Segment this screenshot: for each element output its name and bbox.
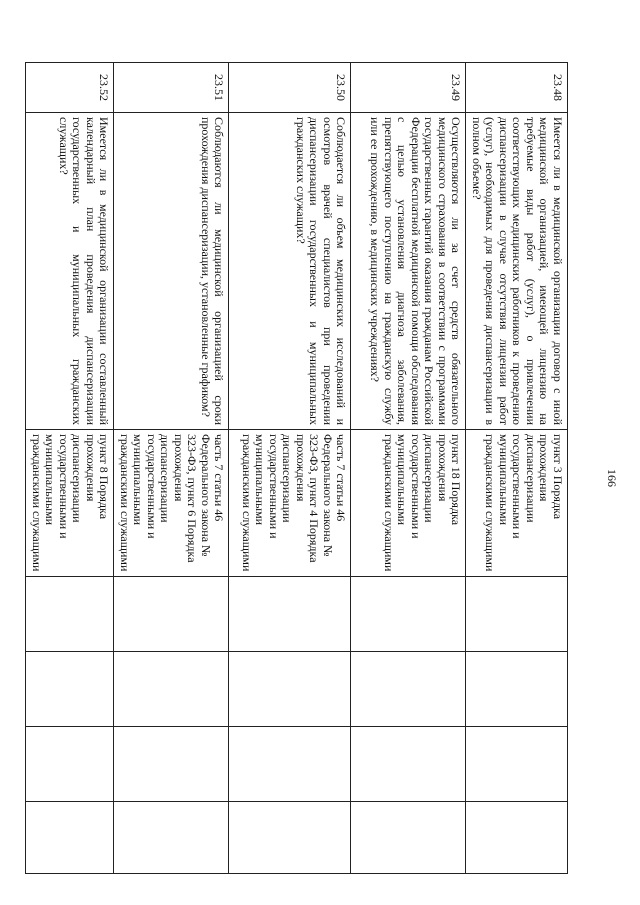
legal-reference: пункт 18 Порядка прохождения диспансеризации государственными и муниципальными гражданскими служащими bbox=[351, 430, 466, 577]
legal-reference: часть 7 статьи 46 Федерального закона № 323-ФЗ, пункт 6 Порядка прохождения диспансеризации государственными и муниципальными гражданскими служащими bbox=[114, 430, 229, 577]
answer-cell bbox=[26, 802, 114, 874]
answer-cell bbox=[26, 727, 114, 802]
answer-cell bbox=[26, 577, 114, 652]
checklist-table bbox=[26, 62, 569, 874]
answer-cell bbox=[466, 577, 568, 652]
rotated-page-content bbox=[30, 62, 568, 873]
answer-cell bbox=[351, 727, 466, 802]
answer-cell bbox=[229, 802, 351, 874]
question-text: Соблюдается ли объем медицинских исследований и осмотров врачей специалистов при проведении диспансеризации государственных и муниципальных гражданских служащих? bbox=[229, 113, 351, 430]
answer-cell bbox=[229, 652, 351, 727]
answer-cell bbox=[26, 652, 114, 727]
row-number: 23.51 bbox=[114, 63, 229, 113]
answer-cell bbox=[114, 802, 229, 874]
table-row bbox=[26, 63, 114, 874]
row-number: 23.52 bbox=[26, 63, 114, 113]
checklist-table-wrapper bbox=[30, 62, 568, 873]
table-row bbox=[114, 63, 229, 874]
question-text: Соблюдаются ли медицинской организацией сроки прохождения диспансеризации, установленные графиком? bbox=[114, 113, 229, 430]
table-row bbox=[229, 63, 351, 874]
question-text: Осуществляются ли за счет средств обязательного медицинского страхования в соответствии с программами государственных гарантий оказания гражданам Российской Федерации бесплатной медицинской помощи обследования с целью установления диагноза заболевания, препятствующего поступлению на гражданскую службу или ее прохождению, в медицинских учреждениях? bbox=[351, 113, 466, 430]
answer-cell bbox=[114, 577, 229, 652]
answer-cell bbox=[229, 727, 351, 802]
answer-cell bbox=[351, 802, 466, 874]
legal-reference: часть 7 статьи 46 Федерального закона № 323-ФЗ, пункт 4 Порядка прохождения диспансеризации государственными и муниципальными гражданскими служащими bbox=[229, 430, 351, 577]
answer-cell bbox=[351, 577, 466, 652]
legal-reference: пункт 8 Порядка прохождения диспансеризации государственными и муниципальными гражданскими служащими bbox=[26, 430, 114, 577]
page-number: 166 bbox=[605, 469, 619, 487]
question-text: Имеется ли в медицинской организации договор с иной медицинской организацией, имеющей лицензию на требуемые виды работ (услуг), о привлечении соответствующих медицинских работников к проведению диспансеризации в случае отсутствия лицензии работ (услуг), необходимых для проведения диспансеризации в полном объеме? bbox=[466, 113, 568, 430]
answer-cell bbox=[351, 652, 466, 727]
answer-cell bbox=[466, 802, 568, 874]
row-number: 23.49 bbox=[351, 63, 466, 113]
answer-cell bbox=[466, 652, 568, 727]
table-row bbox=[466, 63, 568, 874]
row-number: 23.48 bbox=[466, 63, 568, 113]
answer-cell bbox=[114, 652, 229, 727]
legal-reference: пункт 3 Порядка прохождения диспансеризации государственными и муниципальными гражданскими служащими bbox=[466, 430, 568, 577]
answer-cell bbox=[114, 727, 229, 802]
table-row bbox=[351, 63, 466, 874]
row-number: 23.50 bbox=[229, 63, 351, 113]
answer-cell bbox=[229, 577, 351, 652]
question-text: Имеется ли в медицинской организации составленный календарный план проведения диспансеризации государственных и муниципальных гражданских служащих? bbox=[26, 113, 114, 430]
answer-cell bbox=[466, 727, 568, 802]
